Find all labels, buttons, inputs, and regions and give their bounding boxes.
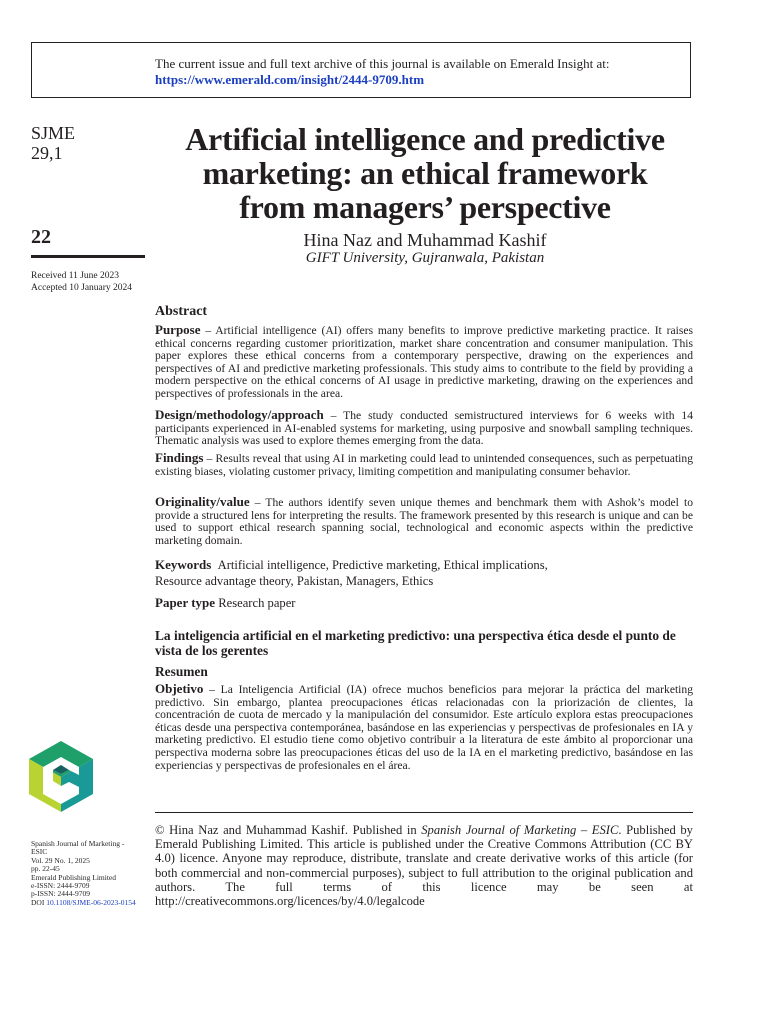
findings-label: Findings xyxy=(155,450,204,465)
spanish-title: La inteligencia artificial en el marketing predictivo: una perspectiva ética desde el punto de vista de los gerentes xyxy=(155,628,676,658)
resumen-objetivo xyxy=(155,683,693,772)
design-label: Design/methodology/approach xyxy=(155,407,324,422)
accepted-date: Accepted 10 January 2024 xyxy=(31,283,133,293)
objetivo-text: – La Inteligencia Artificial (IA) ofrece muchos beneficios para mejorar la práctica del marketing predictivo. Sin embargo, plantea preocupaciones éticas relacionadas con la priorización de clientes, la concentración de cuota de mercado y la manipulación del consumidor. Este artículo explora estas preocupaciones éticas desde una perspectiva contemporánea, basándose en las experiencias y perspectivas de profesionales en IA y marketing predictivo. El estudio tiene como objetivo contribuir a la literatura de este ámbito al proporcionar una perspectiva moderna sobre las preocupaciones éticas del uso de la IA en el marketing predictivo, basándose en las experiencias y perspectivas de profesionales en el área. xyxy=(155,683,693,772)
meta-pissn: p-ISSN: 2444-9709 xyxy=(31,889,90,899)
received-dates xyxy=(31,270,132,294)
resumen-heading: Resumen xyxy=(155,664,208,679)
received-date: Received 11 June 2023 xyxy=(31,271,120,281)
doi-label: DOI xyxy=(31,897,45,907)
keywords-line: Artificial intelligence, Predictive marketing, Ethical implications, xyxy=(217,558,548,572)
authors: Hina Naz and Muhammad Kashif xyxy=(303,230,547,250)
purpose-text: – Artificial intelligence (AI) offers many benefits to improve predictive marketing practice. It raises ethical concerns regarding customer prioritization, market share concentration and consumer manipulation. This paper explores these ethical concerns from a contemporary perspective, drawing on the experiences and perspectives of AI and predictive marketing professionals. This study aims to contribute to the field by providing a modern perspective on the ethical concerns of AI usage in predictive marketing, drawing on the experiences and perspectives of professionals in the area. xyxy=(155,324,693,400)
meta-eissn: e-ISSN: 2444-9709 xyxy=(31,881,90,891)
abstract-findings xyxy=(155,452,693,478)
license-part: . Published by Emerald Publishing Limited. This article is published under the Creative Commons Attribution (CC BY 4.0) licence. Anyone may reproduce, distribute, translate and create derivative works of this article (for both commercial and non-commercial purposes), subject to full attribution to the original publication and authors. The full terms of this licence may be seen at http://creativecommons.org/licences/by/4.0/legalcode xyxy=(155,823,693,909)
license-divider xyxy=(155,812,693,813)
objetivo-label: Objetivo xyxy=(155,681,204,696)
keywords xyxy=(155,557,693,589)
meta-publisher: Emerald Publishing Limited xyxy=(31,872,116,882)
abstract-heading: Abstract xyxy=(155,304,208,319)
access-banner xyxy=(31,42,691,98)
license-part: © Hina Naz and Muhammad Kashif. Published in xyxy=(155,823,422,837)
journal-abbrev: SJME xyxy=(31,123,76,143)
title-line: marketing: an ethical framework xyxy=(202,155,648,191)
title-line: Artificial intelligence and predictive xyxy=(185,121,665,157)
originality-label: Originality/value xyxy=(155,494,250,509)
meta-journal: Spanish Journal of Marketing - ESIC xyxy=(31,839,125,857)
sidebar-rule xyxy=(31,255,145,258)
article-meta xyxy=(31,840,141,907)
journal-label xyxy=(31,123,75,163)
meta-volume: Vol. 29 No. 1, 2025 xyxy=(31,855,90,865)
article-title xyxy=(155,122,695,224)
affiliation: GIFT University, Gujranwala, Pakistan xyxy=(305,250,545,266)
journal-archive-link[interactable]: https://www.emerald.com/insight/2444-9709.htm xyxy=(155,72,425,87)
keywords-label: Keywords xyxy=(155,557,212,572)
abstract-purpose xyxy=(155,324,693,401)
volume-issue: 29,1 xyxy=(31,143,63,163)
paper-type xyxy=(155,595,693,611)
title-line: from managers’ perspective xyxy=(239,189,611,225)
keywords-line: Resource advantage theory, Pakistan, Managers, Ethics xyxy=(155,574,434,588)
findings-text: – Results reveal that using AI in marketing could lead to unintended consequences, such as perpetuating existing biases, violating customer privacy, limiting competition and manipulating consumer behavior. xyxy=(155,452,693,478)
purpose-label: Purpose xyxy=(155,322,201,337)
banner-text: The current issue and full text archive of this journal is available on Emerald Insight at: xyxy=(155,56,610,71)
doi-link[interactable]: 10.1108/SJME-06-2023-0154 xyxy=(46,897,136,907)
originality-text: – The authors identify seven unique themes and benchmark them with Ashok’s model to provide a structured lens for interpreting the results. The framework presented by this research is unique and can be used to support ethical research spanning social, technological and economic aspects within the predictive marketing domain. xyxy=(155,496,693,547)
license-text xyxy=(155,823,693,908)
meta-doi xyxy=(31,899,141,907)
design-text: – The study conducted semistructured interviews for 6 weeks with 14 participants experienced in AI-enabled systems for marketing, using purposive and snowball sampling techniques. Thematic analysis was used to explore themes emerging from the data. xyxy=(155,409,693,448)
meta-pages: pp. 22-45 xyxy=(31,864,60,874)
paper-type-label: Paper type xyxy=(155,595,216,610)
emerald-cube-logo-icon xyxy=(29,741,93,812)
abstract-design xyxy=(155,409,693,448)
license-journal: Spanish Journal of Marketing – ESIC xyxy=(421,823,619,837)
page-number: 22 xyxy=(31,226,51,248)
paper-type-value: Research paper xyxy=(218,596,296,610)
abstract-originality xyxy=(155,496,693,547)
